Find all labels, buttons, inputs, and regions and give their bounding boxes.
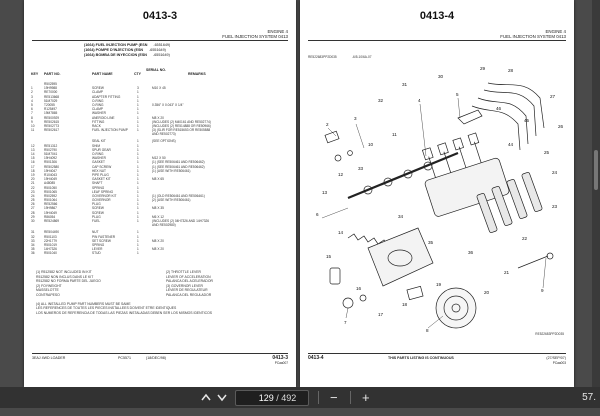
cell-qty: 1 (137, 115, 139, 120)
cell-key: 7 (31, 111, 33, 116)
chevron-down-icon (216, 387, 228, 408)
cell-key: 19 (31, 172, 35, 177)
cell-remarks: (3) (SLIR FOR RE515653 OR RE505888 (152, 128, 211, 133)
cell-remarks: M8 X 20 (152, 238, 164, 243)
callout-number: 7 (344, 320, 347, 325)
cell-key: 1 (31, 86, 33, 91)
footnote-line: (4) ALL INSTALLED PUMP PART NUMBERS MUST BE SAME (36, 301, 131, 306)
cell-qty: 1 (137, 102, 139, 107)
footnote-line: (1) R512582 NOT INCLUDED IN KIT (36, 270, 92, 274)
cell-qty: 1 (137, 156, 139, 161)
cell-key: 34 (31, 242, 35, 247)
section-header (500, 29, 566, 40)
cell-part-no: R125497 (44, 107, 57, 112)
cell-qty: 1 (137, 181, 139, 186)
cell-part-no: R502592 (44, 193, 57, 198)
vertical-scrollbar[interactable] (592, 0, 600, 387)
cell-part-no: R86054 (44, 214, 56, 219)
callout-number: 13 (322, 190, 328, 195)
parts-table (30, 82, 290, 256)
callout-number: 45 (524, 118, 530, 123)
cell-part-no: RE502773 (44, 123, 60, 128)
callout-number: 10 (368, 142, 374, 147)
cell-qty: 1 (137, 219, 139, 223)
cell-qty: 1 (137, 202, 139, 207)
callout-number: 22 (522, 236, 528, 241)
cell-remarks: (1) (SEE RE506461 AND RE506462) (152, 164, 205, 169)
cell-key: 4 (31, 98, 33, 103)
callout-number: 11 (392, 132, 397, 137)
callout-number: 5 (456, 92, 459, 97)
callout-number: 14 (338, 230, 344, 235)
cell-key: 35 (31, 247, 35, 252)
cell-key: 30 (31, 219, 35, 223)
cell-part-no: 51M7029 (44, 98, 58, 103)
prev-page-button[interactable] (200, 387, 212, 408)
cell-qty: 1 (137, 185, 139, 190)
cell-qty: 1 (137, 98, 139, 103)
cell-part-no: 19H9988 (44, 86, 57, 91)
cell-key: 22 (31, 185, 35, 190)
cell-part-no: RE500929 (44, 115, 60, 120)
cell-qty: 1 (137, 242, 139, 247)
cell-key: 20 (31, 177, 35, 182)
footnote-line: (2) FOYWEIGHT (36, 283, 62, 288)
cell-key: 3 (31, 94, 33, 99)
cell-key: 26 (31, 202, 35, 207)
scrollbar-thumb[interactable] (594, 150, 598, 190)
cell-part-name: SEAL KIT (92, 139, 106, 144)
cell-part-no: R502595 (44, 82, 57, 86)
chevron-up-icon (200, 387, 212, 408)
callout-number: 27 (550, 94, 556, 99)
section-header (222, 29, 288, 40)
cell-key: 21 (31, 181, 35, 186)
cell-key: 24 (31, 193, 35, 198)
cell-qty: 1 (137, 168, 139, 173)
cell-part-no: RE502580 (44, 164, 60, 169)
cell-part-name: SHAFT (92, 181, 103, 186)
callout-number: 33 (358, 166, 364, 171)
col-key: KEY (31, 72, 39, 76)
cell-part-name: O-RING (92, 102, 104, 107)
cell-qty: 1 (137, 143, 139, 148)
cell-part-name: SCREW (92, 86, 104, 91)
cell-qty: 1 (137, 206, 139, 211)
cell-part-name: GOVERNOR KIT (92, 193, 117, 198)
group-titles (84, 43, 170, 57)
cell-qty: 1 (137, 230, 139, 235)
cell-part-no: RE70000 (44, 90, 58, 95)
page-indicator (235, 390, 309, 406)
cell-remarks: M8 X 20 (152, 115, 164, 120)
cell-key: 36 (31, 251, 35, 256)
cell-qty: 1 (137, 139, 139, 144)
cell-part-name: PIN FASTENER (92, 234, 116, 239)
cell-remarks: 0.356" X 0.043" X 1/4" (152, 102, 184, 107)
cell-qty: 1 (137, 172, 139, 177)
title-fr: (1664) POMPE D'INJECTION (ESN -6551649) (84, 47, 166, 52)
col-part: PART NO. (44, 72, 61, 76)
cell-key: 17 (31, 164, 35, 169)
callout-number: 18 (402, 302, 408, 307)
callout-number: 28 (508, 68, 514, 73)
cell-part-no: R501065 (44, 189, 57, 194)
footer-page: 0413-3 PCaa007 (272, 355, 288, 365)
callout-number: 19 (436, 282, 442, 287)
cell-remarks: M6 X 12 (152, 214, 164, 219)
cell-key: 27 (31, 206, 35, 211)
cell-key: 23 (31, 189, 35, 194)
cell-remarks: (1) (USE WITH RE506461) (152, 168, 191, 173)
callout-number: 31 (402, 82, 408, 87)
callout-number: 44 (508, 142, 514, 147)
footer-page: 0413-4 (308, 355, 324, 361)
cell-part-name: SET SCREW (92, 238, 111, 243)
document-page-left (24, 0, 296, 387)
cell-remarks: (2) (USE WITH RE506461) (152, 198, 191, 203)
cell-key: 16 (31, 160, 35, 165)
cell-part-no: R501103 (44, 234, 57, 239)
cell-qty: 1 (137, 189, 139, 194)
cell-part-name: PIPE PLUG (92, 172, 109, 177)
cell-part-name: CAP SCREW (92, 164, 112, 169)
callout-number: 2 (326, 122, 329, 127)
drawing-ref: RE522683PP2D035 (308, 55, 337, 59)
cell-key: 10 (31, 123, 35, 128)
footnote-line: LEVIER OF ACCELERATION (166, 274, 211, 279)
toolbar-separator (350, 391, 351, 404)
cell-qty: 1 (137, 119, 139, 124)
cell-remarks: (INCLUDES (2) 04H7326 AND 14H7326 (152, 219, 210, 223)
cell-qty: 1 (137, 193, 139, 198)
title-en: (1664) FUEL INJECTION PUMP (ESN -6551649) (84, 43, 171, 47)
col-remarks: REMARKS (188, 72, 206, 76)
cell-part-name: HEX NUT (92, 168, 106, 173)
cell-part-no: RE513668 (44, 94, 60, 99)
document-page-right (300, 0, 574, 387)
footer-continuous: THIS PARTS LISTING IS CONTINUOUS (388, 356, 454, 360)
cell-key: 29 (31, 214, 35, 219)
footnotes (36, 270, 286, 315)
cell-part-no: R501064 (44, 198, 57, 203)
cell-key: 33 (31, 238, 35, 243)
callout-number: 3 (354, 116, 357, 121)
toolbar-separator (318, 391, 319, 404)
cell-remarks: (1) (SEE RE506461 AND RE506462) (152, 160, 205, 165)
cell-part-no: RE52566 (44, 202, 58, 207)
cell-part-name: NUT (92, 230, 99, 235)
cell-part-name: FITTING (92, 119, 105, 124)
cell-qty: 1 (137, 128, 139, 133)
cell-qty: 1 (137, 123, 139, 128)
cell-part-name: O-RING (92, 152, 104, 156)
cell-part-no: 19H4049 (44, 210, 57, 215)
cell-part-no: R501040 (44, 251, 57, 256)
cell-part-name: GOVERNOR (92, 198, 111, 203)
cell-remarks: M12 X 50 (152, 156, 166, 161)
cell-key: 25 (31, 198, 35, 203)
col-qty: CTY (134, 72, 141, 76)
cell-qty: 3 (137, 86, 139, 91)
cell-part-name: SPRING (92, 185, 105, 190)
cell-part-no: 19H4092 (44, 156, 57, 161)
cell-part-name: PLUG (92, 214, 101, 219)
cell-remarks: M8 X 65 (152, 177, 164, 182)
cell-part-name: PLUG (92, 202, 101, 207)
cell-qty: 1 (137, 147, 139, 152)
cell-remarks: M8 X 35 (152, 206, 164, 211)
cell-qty: 1 (137, 152, 139, 156)
callout-number: 36 (468, 250, 474, 255)
cell-part-no: 14H7326 (44, 247, 57, 252)
footer-date: (27/SEP/07) PCaa003 (546, 356, 566, 365)
callout-number: 9 (541, 288, 544, 293)
footnote-line: MASSELOTTE (36, 288, 59, 293)
page-number-input[interactable] (248, 393, 274, 403)
page-title: 0413-3 (142, 10, 178, 22)
cell-part-name: CLAMP (92, 107, 103, 112)
page-title: 0413-4 (419, 10, 455, 22)
cell-part-name: CLAMP (92, 90, 103, 95)
cell-part-name: LEAF SPRING (92, 189, 114, 194)
cell-qty: 1 (137, 238, 139, 243)
cell-qty: 1 (137, 198, 139, 203)
cell-part-name: STUD (92, 251, 101, 256)
footnote-line: LES REFERENCES DE TOUTES LES PIECES INSTALLEES DOIVENT ETRE IDENTIQUES (36, 306, 177, 311)
cell-qty: 1 (137, 234, 139, 239)
cell-qty: 1 (137, 210, 139, 215)
cell-part-name: FUEL INJECTION PUMP (92, 128, 128, 133)
cell-remarks: (1) (OLD RE506461 AND RE506461) (152, 193, 205, 198)
cell-qty: 1 (137, 107, 139, 112)
cell-key: 12 (31, 143, 35, 148)
cell-remarks: M8 X 20 (152, 247, 164, 252)
cell-remarks: AND RE502773) (152, 132, 176, 137)
cell-qty: 1 (137, 90, 139, 95)
cell-part-name: SPUR GEAR (92, 147, 111, 152)
footnote-line: R512582 NO FORMA PARTE DEL JUEGO (36, 279, 101, 284)
exploded-parts-diagram (308, 58, 566, 343)
footnote-line: (2) THROTTLE LEVER (166, 270, 201, 274)
callout-number: 15 (326, 254, 332, 259)
footer-machine: 3EAJ 4WD LOADER (32, 356, 66, 360)
cell-part-no: 19H9867 (44, 206, 57, 211)
col-name: PART NAME (92, 72, 113, 76)
callout-number: 4 (418, 98, 421, 103)
cell-remarks: (SEE OPTIONS) (152, 139, 176, 144)
cell-part-name: SCREW (92, 206, 104, 211)
footer-date: (18/DEC/98) (146, 356, 166, 360)
cell-qty: 1 (137, 177, 139, 182)
cell-qty: 1 (137, 94, 139, 99)
cell-part-no: 19H4047 (44, 168, 57, 173)
cell-remarks: M10 X 45 (152, 86, 166, 91)
section-fuel: FUEL INJECTION SYSTEM 0413 (222, 34, 288, 40)
cell-part-no: R501306 (44, 160, 57, 165)
header-divider (32, 40, 288, 41)
cell-part-no: R502790 (44, 147, 57, 152)
callout-number: 30 (438, 74, 444, 79)
cell-part-no: A48085 (44, 181, 55, 186)
drawing-ref-bottom: RE522683PP2D035 (535, 332, 564, 336)
header-divider (308, 40, 566, 41)
cell-part-no: 19H4049 (44, 177, 57, 182)
cell-part-no: RE502615 (44, 119, 60, 124)
cell-key: 13 (31, 147, 35, 152)
cell-part-name: FUEL (92, 219, 101, 223)
zoom-out-button[interactable]: − (330, 390, 338, 405)
cell-part-name: SPRING (92, 242, 105, 247)
cell-key: 31 (31, 230, 35, 235)
cell-key: 18 (31, 168, 35, 173)
footnote-line: LOS NUMEROS DE REFERENCIA DE TODAS LAS PIEZAS INSTALADAS DEBEN SER LOS MISMOS IDENTICOS (36, 310, 212, 315)
cell-part-no: RE502617 (44, 128, 60, 133)
callout-number: 29 (480, 66, 486, 71)
cell-part-name: ADAPTER FITTING (92, 94, 121, 99)
cell-key: 6 (31, 107, 33, 112)
cell-part-name: LEVER (92, 247, 103, 252)
section-fuel: FUEL INJECTION SYSTEM 0413 (500, 34, 566, 40)
footnote-line: PALANCA DEL ACELERADOR (166, 279, 213, 284)
cell-part-name: ANEROID LINE (92, 115, 115, 120)
next-page-button[interactable] (216, 387, 228, 408)
cell-part-name: WASHER (92, 111, 106, 116)
cell-key: 11 (31, 128, 35, 133)
footnote-line: R512582 NON INCLUS DANS LE KIT (36, 274, 94, 279)
footnote-line: (3) GOVERNOR LEVER (166, 283, 203, 288)
callout-number: 25 (544, 150, 550, 155)
cell-key: 28 (31, 210, 35, 215)
callout-number: 32 (378, 98, 384, 103)
cell-part-name: O-RING (92, 98, 104, 103)
section-engine: ENGINE 4 (545, 29, 566, 34)
cell-part-no: 19M7865 (44, 111, 58, 116)
cell-part-name: SHIM (92, 143, 100, 148)
callout-number: 26 (558, 124, 564, 129)
callout-number: 17 (378, 312, 384, 317)
cell-part-no: RE504490 (44, 230, 60, 235)
callout-number: 16 (356, 286, 362, 291)
cell-remarks: AND RE502980) (152, 223, 176, 228)
cell-part-no: RE51312 (44, 143, 58, 148)
cell-key: 2 (31, 90, 33, 95)
cell-key: 15 (31, 156, 35, 161)
cell-qty: 1 (137, 214, 139, 219)
cell-part-name: RACK (92, 123, 101, 128)
footnote-line: PALANCA DEL REGULADOR (166, 292, 212, 297)
footer-divider (308, 353, 566, 354)
pdf-toolbar (0, 387, 600, 408)
callout-number: 34 (398, 214, 404, 219)
callout-number: 46 (496, 106, 502, 111)
cell-part-no: 22H1779 (44, 238, 57, 243)
cell-part-no: R501019 (44, 242, 57, 247)
callout-number: 24 (552, 170, 558, 175)
cell-qty: 1 (137, 164, 139, 169)
section-engine: ENGINE 4 (267, 29, 288, 34)
cell-remarks: (INCLUDES (2) RE514888 OR RE50966) (152, 123, 211, 128)
callout-number: 8 (426, 328, 429, 333)
cell-part-no: T20055 (44, 102, 55, 107)
callout-number: 35 (428, 240, 434, 245)
callout-number: 12 (338, 172, 344, 177)
zoom-in-button[interactable]: + (362, 390, 370, 405)
drawing-serial: -6/5-10/6A-07 (352, 55, 372, 59)
callout-number: 23 (552, 204, 558, 209)
cell-qty: 1 (137, 247, 139, 252)
cell-part-no: R104043 (44, 172, 57, 177)
cell-part-name: WASHER (92, 156, 106, 161)
footer-divider (32, 353, 288, 354)
cell-key: 5 (31, 102, 33, 107)
callout-number: 20 (484, 290, 490, 295)
cell-qty: 1 (137, 111, 139, 116)
cell-part-name: GASKET KIT (92, 177, 111, 182)
col-serial: SERIAL NO. (146, 68, 166, 72)
cell-key: 9 (31, 119, 33, 124)
cell-part-name: SCREW (92, 210, 104, 215)
cell-qty: 1 (137, 160, 139, 165)
cell-part-no: RE524869 (44, 219, 60, 223)
cell-key: 14 (31, 152, 35, 156)
title-es: (1664) BOMBA DE INYECCION (ESN -6551649) (84, 52, 170, 57)
table-row (30, 251, 290, 255)
cell-remarks: (INCLUDES (2) M40161 AND RE502774) (152, 119, 211, 124)
cell-part-name: GASKET (92, 160, 105, 165)
cell-part-no: 51M7041 (44, 152, 58, 156)
footnote-line: CONTRAPESO (36, 292, 60, 297)
cell-qty: 1 (137, 251, 139, 256)
cell-key: 8 (31, 115, 33, 120)
total-pages: / 492 (276, 393, 297, 403)
cell-key: 32 (31, 234, 35, 239)
footnote-line: LEVIER DE REGULATEUR (166, 288, 208, 293)
cell-part-no: R501050 (44, 185, 57, 190)
callout-number: 21 (504, 270, 510, 275)
callout-number: 6 (316, 212, 319, 217)
zoom-level[interactable]: 57. (582, 392, 596, 403)
footer-pc: PC5571 (118, 356, 131, 360)
